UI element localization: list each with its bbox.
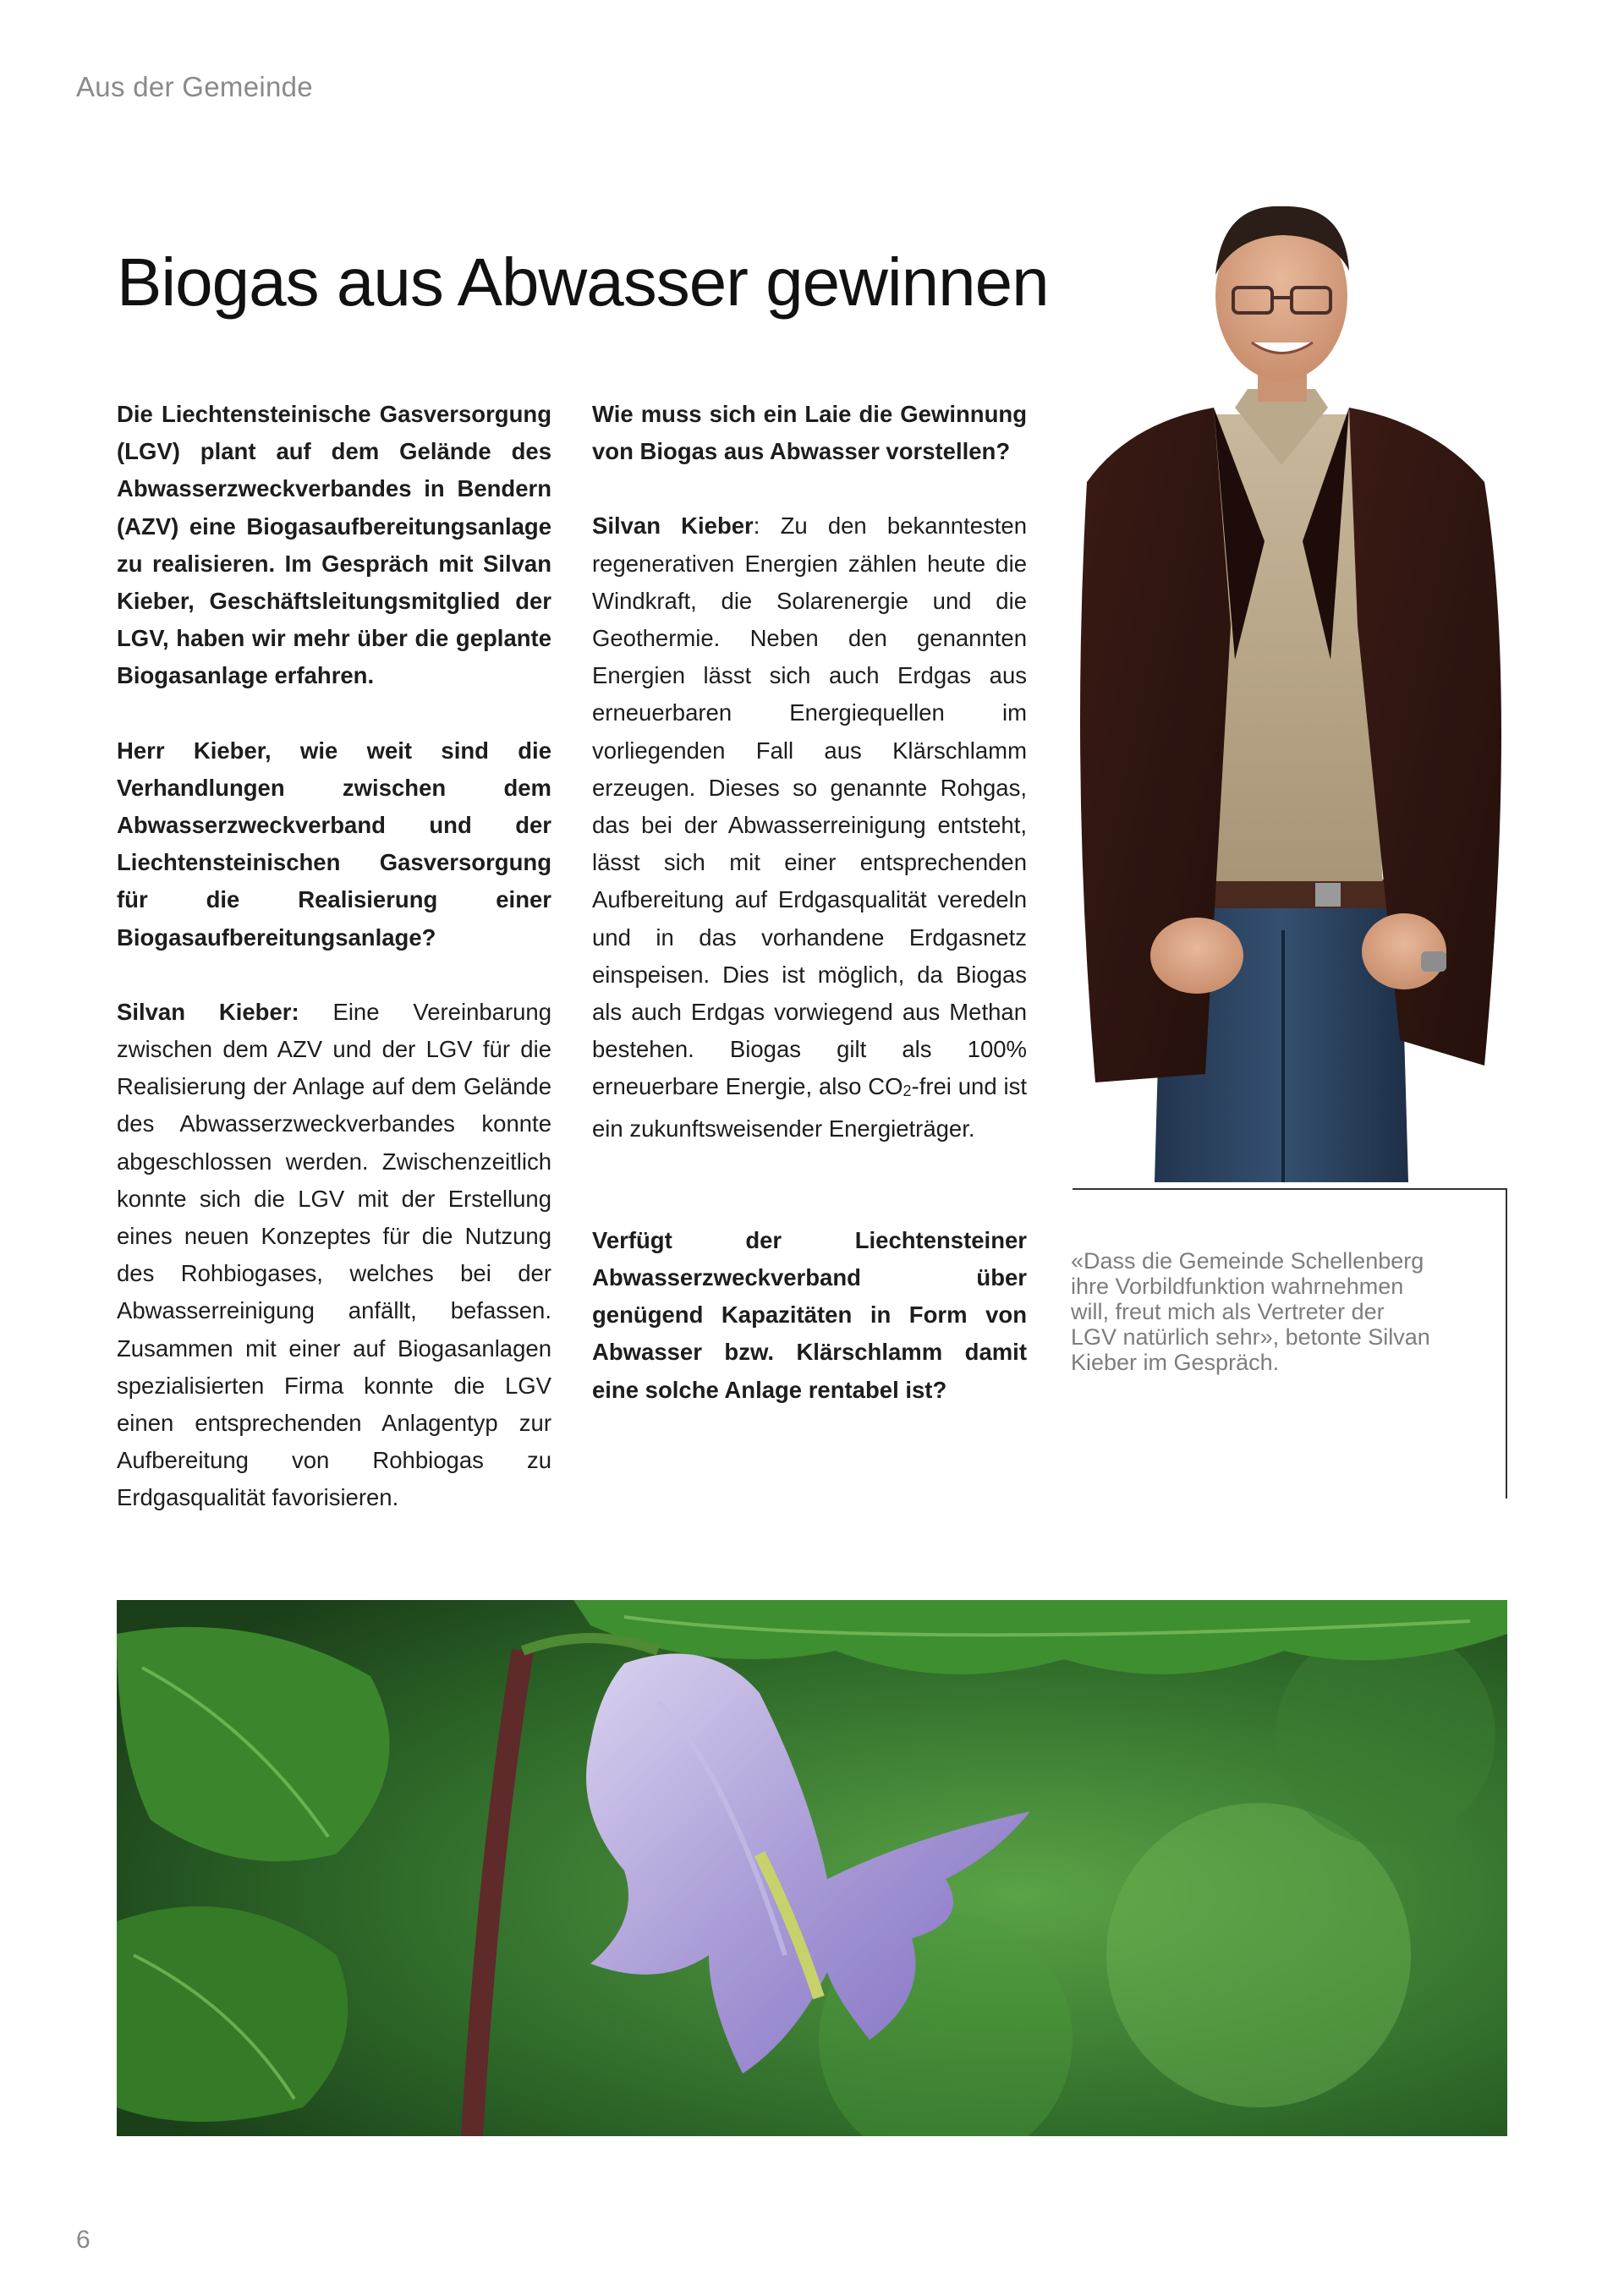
page-number: 6 [76,2226,91,2254]
quote-line: will, freut mich als Vertreter der [1071,1299,1385,1324]
answer-speaker: Silvan Kieber [592,512,754,540]
pull-quote [1071,1248,1485,1375]
portrait-illustration [1062,186,1535,1182]
interview-answer-1 [117,994,551,1517]
article-intro: Die Liechtensteinische Gasversorgung (LGV) plant auf dem Gelände des Abwasserzweckverbandes in Bendern (AZV) eine Biogasaufbereitungsanlage zu realisieren. Im Gespräch mit Silvan Kieber, Geschäftsleitungsmitglied der LGV, haben wir mehr über die geplante Biogasanlage erfahren. [117,401,551,689]
page-title: Biogas aus Abwasser gewinnen [117,244,1049,320]
interview-answer-2 [592,507,1027,1147]
section-label: Aus der Gemeinde [76,71,313,102]
portrait-photo [1062,186,1535,1182]
interview-question-1: Herr Kieber, wie weit sind die Verhandlungen zwischen dem Abwasserzweckverband und der Liechtensteinischen Gasversorgung für die Realisierung einer Biogasaufbereitungsanlage? [117,737,551,951]
answer-speaker: Silvan Kieber: [117,998,299,1025]
quote-line: ihre Vorbildfunktion wahrnehmen [1071,1274,1404,1299]
article-column-left [117,396,551,1517]
bellflower-illustration [117,1600,1507,2136]
answer-subscript: 2 [903,1082,912,1100]
interview-question-3: Verfügt der Liechtensteiner Abwasserzweckverband über genügend Kapazitäten in Form von Abwasser bzw. Klärschlamm damit eine solche Anlage rentabel ist? [592,1226,1027,1403]
quote-line: LGV natürlich sehr», betonte Silvan [1071,1324,1430,1350]
bellflower-photo [117,1600,1507,2136]
quote-line: Kieber im Gespräch. [1071,1350,1280,1375]
answer-text-continued: -frei und ist ein zukunftsweisender Energieträger. [592,1073,1028,1142]
answer-text: Eine Vereinbarung zwischen dem AZV und der LGV für die Realisierung der Anlage auf dem Gelände des Abwasserzweckverbandes konnte abgeschlossen werden. Zwischenzeitlich konnte sich die LGV mit der Erstellung eines neuen Konzeptes für die Nutzung des Rohbiogases, welches bei der Abwasserreinigung anfällt, befassen. Zusammen mit einer auf Biogasanlagen spezialisierten Firma konnte die LGV einen entsprechenden Anlagentyp zur Aufbereitung von Rohbiogas zu Erdgasqualität favorisieren. [117,998,551,1511]
interview-question-2: Wie muss sich ein Laie die Gewinnung von Biogas aus Abwasser vorstellen? [592,401,1027,465]
answer-text: : Zu den bekanntesten regenerativen Energien zählen heute die Windkraft, die Solarenergie und die Geothermie. Neben den genannten Energien lässt sich auch Erdgas aus erneuerbaren Energiequellen im vorliegenden Fall aus Klärschlamm erzeugen. Dieses so genannte Rohgas, das bei der Abwasserreinigung entsteht, lässt sich mit einer entsprechenden Aufbereitung auf Erdgasqualität veredeln und in das vorhandene Erdgasnetz einspeisen. Dies ist möglich, da Biogas als auch Erdgas vorwiegend aus Methan bestehen. Biogas gilt als 100% erneuerbare Energie, also CO [592,512,1027,1100]
quote-line: «Dass die Gemeinde Schellenberg [1071,1248,1424,1274]
article-column-middle [592,396,1027,1409]
